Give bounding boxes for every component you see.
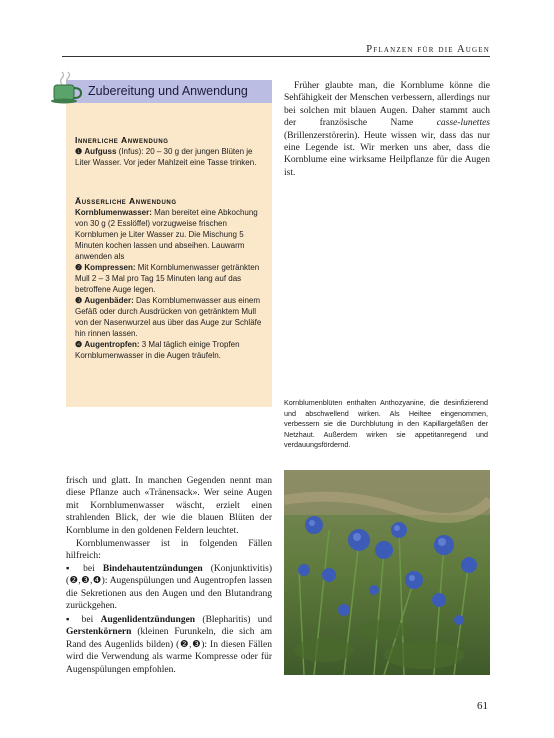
item-infusion: ❶ Aufguss (Infus): 20 – 30 g der jungen Blüten je Liter Wasser. Vor jeder Mahlzeit eine Tasse trinken.	[75, 147, 257, 167]
cornflower-photo	[284, 470, 490, 675]
internal-use-section	[75, 135, 265, 168]
cornflower-image	[284, 470, 490, 675]
left-paragraph-1: frisch und glatt. In manchen Gegenden nennt man diese Pflanze auch «Tränensack». Wer seine Augen mit Kornblumenwasser wäscht, erzielt einen strahlenden Blick, der wie die blauen Blüten der Kornblume in den goldenen Feldern leuchtet.	[66, 476, 272, 536]
tea-cup-icon	[50, 70, 82, 104]
header-rule	[62, 56, 490, 57]
item-compresses: ❷ Kompressen: Mit Kornblumenwasser getränkten Mull 2 – 3 Mal pro Tag 15 Minuten lang auf das betroffene Auge legen.	[75, 263, 260, 294]
cornflower-water-text: Kornblumenwasser: Man bereitet eine Abkochung von 30 g (2 Esslöffel) vorzugweise frischen Kornblumen je Liter Wasser zu. Die Mischung 5 Minuten kochen lassen und abseihen. Lauwarm anwenden als	[75, 208, 258, 261]
right-paragraph: Früher glaubte man, die Kornblume könne die Sehfähigkeit der Menschen verbessern, allerdings nur bei solchen mit blauen Augen. Daher stammt auch der französische Name casse-lunettes (Brillenzerstörerin). Heute wissen wir, dass das nur eine Legende ist. Wir merken uns aber, dass die Kornblume eine wirksame Heilpflanze für die Augen ist.	[284, 81, 490, 178]
section-heading-external: Äusserliche Anwendung	[75, 196, 177, 206]
box-title: Zubereitung und Anwendung	[88, 84, 248, 98]
page-header-title: Pflanzen für die Augen	[366, 44, 490, 55]
bullet-conjunctivitis: ▪ bei Bindehautentzündungen (Konjunktivitis) (❷,❸,❹): Augenspülungen und Augentropfen lassen die Sekretionen aus den Augen und den Blutandrang zurückgehen.	[66, 564, 272, 612]
item-eye-baths: ❸ Augenbäder: Das Kornblumenwasser aus einem Gefäß oder durch Ausdrücken von getränktem Mull von der Nasenwurzel aus über das Auge zur Schläfe hin rinnen lassen.	[75, 296, 262, 338]
item-eye-drops: ❹ Augentropfen: 3 Mal täglich einige Tropfen Kornblumenwasser in die Augen träufeln.	[75, 340, 240, 360]
external-use-section	[75, 196, 265, 361]
photo-caption: Kornblumenblüten enthalten Anthozyanine, die desinfizierend und abschwellend wirken. Als Heiltee eingenommen, verbessern sie die Durchblutung in den Kapillargefäßen der Netzhaut. Außerdem wirken sie appetitanregend und verdauungsfördernd.	[284, 398, 488, 449]
section-heading-internal: Innerliche Anwendung	[75, 135, 169, 145]
page-number: 61	[477, 700, 488, 712]
bullet-blepharitis: ▪ bei Augenlidentzündungen (Blepharitis) und Gerstenkörnern (kleinen Furunkeln, die sich am Rand des Augenlids bilden) (❷,❸): In diesen Fällen wird die Verwendung als warme Kompresse oder für Augenspülungen empfohlen.	[66, 615, 273, 675]
left-paragraph-2: Kornblumenwasser ist in folgenden Fällen hilfreich:	[66, 539, 272, 562]
